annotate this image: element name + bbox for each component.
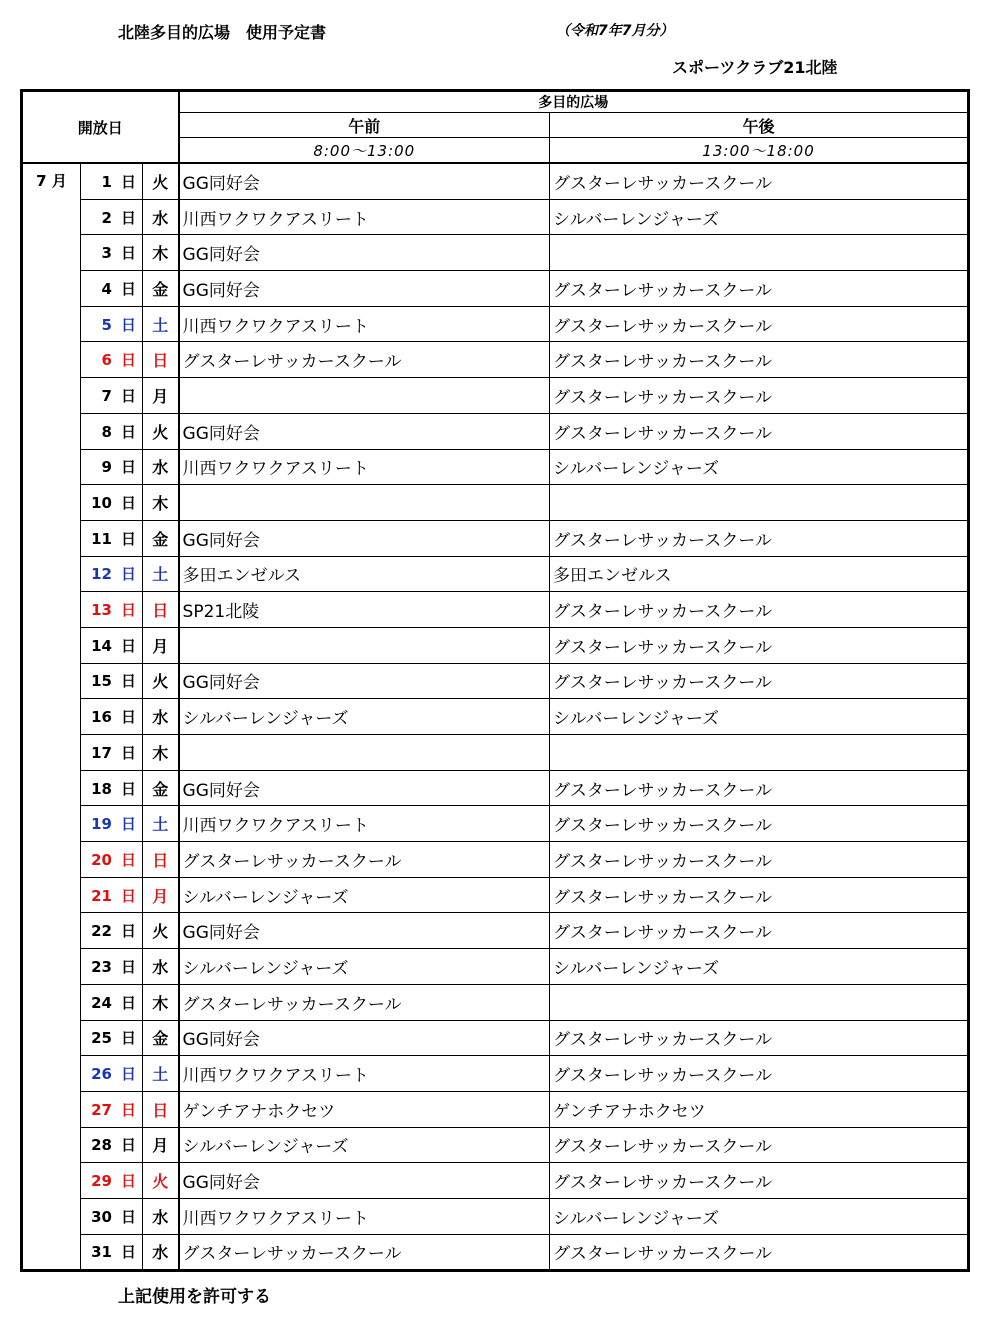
- table-row: [22, 842, 969, 878]
- day-number: 8: [101, 422, 112, 441]
- pm-slot: シルバーレンジャーズ: [550, 1198, 969, 1234]
- am-slot: GG同好会: [179, 235, 550, 271]
- schedule-table: [20, 89, 970, 1272]
- table-row: [22, 520, 969, 556]
- weekday-cell: 木: [143, 485, 179, 521]
- day-number: 1: [101, 172, 112, 191]
- pm-slot: [550, 235, 969, 271]
- table-row: [22, 556, 969, 592]
- pm-slot: ゲンチアナホクセツ: [550, 1091, 969, 1127]
- weekday-cell: 月: [143, 1127, 179, 1163]
- pm-slot: グスターレサッカースクール: [550, 413, 969, 449]
- table-row: [22, 984, 969, 1020]
- table-row: [22, 1127, 969, 1163]
- day-number: 3: [101, 244, 112, 263]
- day-cell: [81, 1020, 143, 1056]
- am-slot: グスターレサッカースクール: [179, 342, 550, 378]
- am-slot: GG同好会: [179, 271, 550, 307]
- day-suffix: 日: [120, 386, 136, 405]
- day-number: 13: [91, 601, 112, 620]
- day-suffix: 日: [120, 636, 136, 655]
- day-number: 12: [91, 565, 112, 584]
- table-row: [22, 1020, 969, 1056]
- table-row: [22, 485, 969, 521]
- weekday-cell: 水: [143, 699, 179, 735]
- day-cell: [81, 984, 143, 1020]
- pm-slot: [550, 735, 969, 771]
- am-slot: GG同好会: [179, 1020, 550, 1056]
- day-cell: [81, 342, 143, 378]
- am-slot: 川西ワクワクアスリート: [179, 1056, 550, 1092]
- day-number: 27: [91, 1100, 112, 1119]
- day-cell: [81, 413, 143, 449]
- day-suffix: 日: [120, 172, 136, 191]
- table-row: [22, 1234, 969, 1271]
- pm-slot: シルバーレンジャーズ: [550, 949, 969, 985]
- day-cell: [81, 271, 143, 307]
- day-number: 14: [91, 636, 112, 655]
- day-suffix: 日: [120, 993, 136, 1012]
- am-slot: 川西ワクワクアスリート: [179, 306, 550, 342]
- day-number: 11: [91, 529, 112, 548]
- day-suffix: 日: [120, 672, 136, 691]
- pm-slot: グスターレサッカースクール: [550, 806, 969, 842]
- day-suffix: 日: [120, 315, 136, 334]
- table-row: [22, 949, 969, 985]
- field-header: 多目的広場: [179, 91, 969, 113]
- day-number: 24: [91, 993, 112, 1012]
- weekday-cell: 月: [143, 378, 179, 414]
- am-slot: GG同好会: [179, 1163, 550, 1199]
- day-number: 16: [91, 708, 112, 727]
- day-number: 17: [91, 743, 112, 762]
- weekday-cell: 金: [143, 1020, 179, 1056]
- weekday-cell: 火: [143, 163, 179, 199]
- weekday-cell: 火: [143, 1163, 179, 1199]
- day-cell: [81, 1198, 143, 1234]
- day-cell: [81, 199, 143, 235]
- table-row: [22, 163, 969, 199]
- pm-slot: グスターレサッカースクール: [550, 592, 969, 628]
- table-row: [22, 378, 969, 414]
- day-suffix: 日: [120, 279, 136, 298]
- weekday-cell: 水: [143, 1198, 179, 1234]
- day-number: 25: [91, 1029, 112, 1048]
- am-slot: GG同好会: [179, 413, 550, 449]
- day-cell: [81, 663, 143, 699]
- am-slot: SP21北陵: [179, 592, 550, 628]
- pm-slot: グスターレサッカースクール: [550, 1056, 969, 1092]
- am-slot: ゲンチアナホクセツ: [179, 1091, 550, 1127]
- day-suffix: 日: [120, 850, 136, 869]
- am-slot: GG同好会: [179, 770, 550, 806]
- table-row: [22, 663, 969, 699]
- am-slot: グスターレサッカースクール: [179, 984, 550, 1020]
- day-cell: [81, 699, 143, 735]
- day-cell: [81, 1163, 143, 1199]
- weekday-cell: 火: [143, 663, 179, 699]
- day-cell: [81, 877, 143, 913]
- am-slot: GG同好会: [179, 163, 550, 199]
- pm-slot: グスターレサッカースクール: [550, 1020, 969, 1056]
- day-number: 22: [91, 922, 112, 941]
- day-suffix: 日: [120, 1207, 136, 1226]
- weekday-cell: 日: [143, 1091, 179, 1127]
- am-slot: [179, 378, 550, 414]
- day-cell: [81, 485, 143, 521]
- table-row: [22, 913, 969, 949]
- weekday-cell: 水: [143, 199, 179, 235]
- am-slot: グスターレサッカースクール: [179, 842, 550, 878]
- table-row: [22, 806, 969, 842]
- day-number: 18: [91, 779, 112, 798]
- day-cell: [81, 770, 143, 806]
- am-slot: 多田エンゼルス: [179, 556, 550, 592]
- day-number: 26: [91, 1065, 112, 1084]
- day-number: 4: [101, 279, 112, 298]
- pm-slot: グスターレサッカースクール: [550, 627, 969, 663]
- day-cell: [81, 806, 143, 842]
- day-suffix: 日: [120, 529, 136, 548]
- weekday-cell: 土: [143, 1056, 179, 1092]
- table-row: [22, 1091, 969, 1127]
- day-suffix: 日: [120, 1172, 136, 1191]
- table-row: [22, 1163, 969, 1199]
- day-number: 19: [91, 815, 112, 834]
- am-slot: シルバーレンジャーズ: [179, 949, 550, 985]
- day-number: 15: [91, 672, 112, 691]
- month-cell: 7 月: [22, 163, 81, 1271]
- am-time-header: 8:00～13:00: [179, 138, 550, 164]
- table-row: [22, 770, 969, 806]
- pm-slot: 多田エンゼルス: [550, 556, 969, 592]
- am-slot: シルバーレンジャーズ: [179, 1127, 550, 1163]
- am-slot: GG同好会: [179, 520, 550, 556]
- day-suffix: 日: [120, 886, 136, 905]
- day-number: 5: [101, 315, 112, 334]
- am-slot: [179, 735, 550, 771]
- day-suffix: 日: [120, 1136, 136, 1155]
- day-cell: [81, 1127, 143, 1163]
- day-suffix: 日: [120, 957, 136, 976]
- weekday-cell: 日: [143, 342, 179, 378]
- day-cell: [81, 378, 143, 414]
- table-row: [22, 1056, 969, 1092]
- pm-header: 午後: [550, 113, 969, 138]
- pm-slot: グスターレサッカースクール: [550, 770, 969, 806]
- weekday-cell: 土: [143, 806, 179, 842]
- pm-slot: シルバーレンジャーズ: [550, 449, 969, 485]
- am-slot: [179, 627, 550, 663]
- day-cell: [81, 449, 143, 485]
- day-suffix: 日: [120, 1029, 136, 1048]
- pm-slot: [550, 485, 969, 521]
- table-row: [22, 235, 969, 271]
- day-suffix: 日: [120, 422, 136, 441]
- day-number: 2: [101, 208, 112, 227]
- weekday-cell: 水: [143, 949, 179, 985]
- day-cell: [81, 235, 143, 271]
- weekday-cell: 木: [143, 735, 179, 771]
- day-number: 10: [91, 494, 112, 513]
- table-row: [22, 271, 969, 307]
- day-number: 29: [91, 1172, 112, 1191]
- day-suffix: 日: [120, 815, 136, 834]
- am-slot: 川西ワクワクアスリート: [179, 1198, 550, 1234]
- day-suffix: 日: [120, 743, 136, 762]
- weekday-cell: 水: [143, 1234, 179, 1271]
- day-cell: [81, 735, 143, 771]
- pm-slot: グスターレサッカースクール: [550, 877, 969, 913]
- pm-slot: グスターレサッカースクール: [550, 1234, 969, 1271]
- am-header: 午前: [179, 113, 550, 138]
- am-slot: GG同好会: [179, 913, 550, 949]
- day-cell: [81, 163, 143, 199]
- pm-slot: グスターレサッカースクール: [550, 1127, 969, 1163]
- day-suffix: 日: [120, 494, 136, 513]
- pm-slot: グスターレサッカースクール: [550, 842, 969, 878]
- day-suffix: 日: [120, 601, 136, 620]
- day-suffix: 日: [120, 922, 136, 941]
- day-cell: [81, 627, 143, 663]
- day-cell: [81, 1056, 143, 1092]
- day-number: 30: [91, 1207, 112, 1226]
- day-suffix: 日: [120, 351, 136, 370]
- am-slot: GG同好会: [179, 663, 550, 699]
- day-suffix: 日: [120, 208, 136, 227]
- weekday-cell: 日: [143, 842, 179, 878]
- am-slot: [179, 485, 550, 521]
- pm-time-header: 13:00～18:00: [550, 138, 969, 164]
- pm-slot: グスターレサッカースクール: [550, 1163, 969, 1199]
- day-suffix: 日: [120, 1100, 136, 1119]
- am-slot: シルバーレンジャーズ: [179, 699, 550, 735]
- weekday-cell: 月: [143, 627, 179, 663]
- document-period: （令和7年7月分）: [556, 23, 674, 39]
- day-number: 28: [91, 1136, 112, 1155]
- weekday-cell: 土: [143, 556, 179, 592]
- day-number: 6: [101, 351, 112, 370]
- table-row: [22, 342, 969, 378]
- day-cell: [81, 520, 143, 556]
- table-row: [22, 592, 969, 628]
- pm-slot: グスターレサッカースクール: [550, 163, 969, 199]
- am-slot: グスターレサッカースクール: [179, 1234, 550, 1271]
- day-cell: [81, 913, 143, 949]
- day-suffix: 日: [120, 1065, 136, 1084]
- am-slot: 川西ワクワクアスリート: [179, 199, 550, 235]
- day-cell: [81, 949, 143, 985]
- table-row: [22, 877, 969, 913]
- table-row: [22, 1198, 969, 1234]
- pm-slot: グスターレサッカースクール: [550, 913, 969, 949]
- day-number: 20: [91, 850, 112, 869]
- table-row: [22, 735, 969, 771]
- organization-name: スポーツクラブ21北陸: [672, 58, 838, 77]
- table-row: [22, 306, 969, 342]
- pm-slot: グスターレサッカースクール: [550, 378, 969, 414]
- weekday-cell: 金: [143, 520, 179, 556]
- table-row: [22, 699, 969, 735]
- am-slot: 川西ワクワクアスリート: [179, 449, 550, 485]
- weekday-cell: 月: [143, 877, 179, 913]
- pm-slot: グスターレサッカースクール: [550, 663, 969, 699]
- weekday-cell: 金: [143, 770, 179, 806]
- day-cell: [81, 1234, 143, 1271]
- day-cell: [81, 1091, 143, 1127]
- am-slot: 川西ワクワクアスリート: [179, 806, 550, 842]
- day-suffix: 日: [120, 565, 136, 584]
- pm-slot: グスターレサッカースクール: [550, 342, 969, 378]
- day-suffix: 日: [120, 458, 136, 477]
- day-suffix: 日: [120, 779, 136, 798]
- open-day-header: 開放日: [22, 91, 179, 164]
- day-cell: [81, 842, 143, 878]
- day-suffix: 日: [120, 708, 136, 727]
- table-row: [22, 199, 969, 235]
- pm-slot: グスターレサッカースクール: [550, 271, 969, 307]
- approval-text: 上記使用を許可する: [118, 1287, 271, 1307]
- weekday-cell: 水: [143, 449, 179, 485]
- weekday-cell: 木: [143, 984, 179, 1020]
- day-cell: [81, 592, 143, 628]
- am-slot: シルバーレンジャーズ: [179, 877, 550, 913]
- table-row: [22, 413, 969, 449]
- day-number: 23: [91, 957, 112, 976]
- document-title: 北陸多目的広場 使用予定書: [118, 23, 327, 42]
- weekday-cell: 火: [143, 913, 179, 949]
- day-suffix: 日: [120, 244, 136, 263]
- day-cell: [81, 556, 143, 592]
- weekday-cell: 土: [143, 306, 179, 342]
- day-number: 21: [91, 886, 112, 905]
- pm-slot: グスターレサッカースクール: [550, 306, 969, 342]
- day-number: 9: [101, 458, 112, 477]
- table-row: [22, 449, 969, 485]
- day-suffix: 日: [120, 1243, 136, 1262]
- day-number: 7: [101, 386, 112, 405]
- pm-slot: [550, 984, 969, 1020]
- weekday-cell: 金: [143, 271, 179, 307]
- pm-slot: シルバーレンジャーズ: [550, 699, 969, 735]
- weekday-cell: 木: [143, 235, 179, 271]
- pm-slot: シルバーレンジャーズ: [550, 199, 969, 235]
- day-cell: [81, 306, 143, 342]
- weekday-cell: 火: [143, 413, 179, 449]
- pm-slot: グスターレサッカースクール: [550, 520, 969, 556]
- table-row: [22, 627, 969, 663]
- day-number: 31: [91, 1243, 112, 1262]
- weekday-cell: 日: [143, 592, 179, 628]
